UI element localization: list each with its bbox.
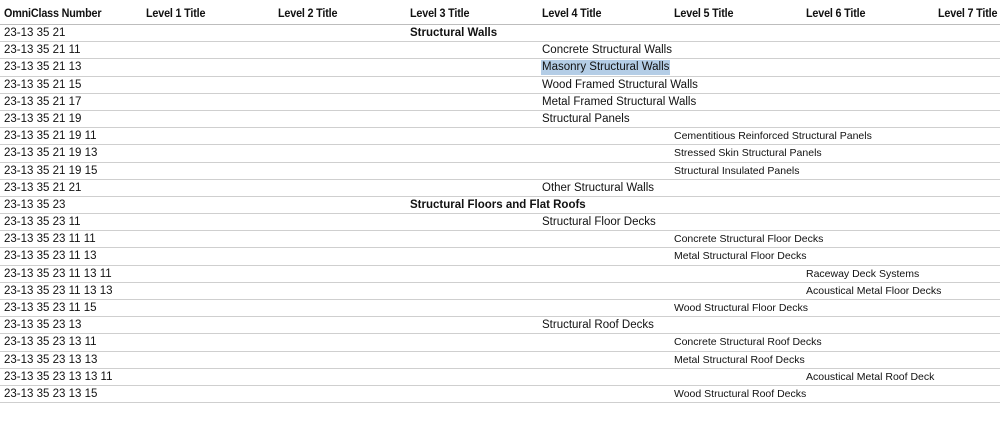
header-level-1-title[interactable]: Level 1 Title: [146, 6, 206, 20]
omniclass-number-cell[interactable]: 23-13 35 21 21: [4, 181, 82, 194]
table-row[interactable]: [0, 111, 1000, 128]
table-row[interactable]: [0, 386, 1000, 403]
level-6-title-cell[interactable]: Raceway Deck Systems: [806, 267, 920, 280]
level-4-title-cell[interactable]: Wood Framed Structural Walls: [542, 78, 698, 91]
level-4-title-cell[interactable]: Structural Panels: [542, 112, 630, 125]
level-4-title-cell[interactable]: Concrete Structural Walls: [542, 44, 672, 57]
omniclass-number-cell[interactable]: 23-13 35 21 15: [4, 78, 82, 91]
header-omniclass-number[interactable]: OmniClass Number: [4, 6, 102, 20]
level-5-title-cell[interactable]: Stressed Skin Structural Panels: [674, 147, 822, 160]
level-5-title-cell[interactable]: Concrete Structural Floor Decks: [674, 233, 824, 246]
header-level-6-title[interactable]: Level 6 Title: [806, 6, 866, 20]
table-row[interactable]: [0, 248, 1000, 265]
table-body: [0, 25, 1000, 403]
table-row[interactable]: [0, 283, 1000, 300]
table-row[interactable]: [0, 352, 1000, 369]
header-level-5-title[interactable]: Level 5 Title: [674, 6, 734, 20]
omniclass-number-cell[interactable]: 23-13 35 21 19 13: [4, 147, 98, 160]
table-row[interactable]: [0, 25, 1000, 42]
table-header: [0, 0, 1000, 25]
level-5-title-cell[interactable]: Structural Insulated Panels: [674, 164, 800, 177]
table-row[interactable]: [0, 369, 1000, 386]
omniclass-number-cell[interactable]: 23-13 35 23 11 13 13: [4, 284, 113, 297]
table-row[interactable]: [0, 197, 1000, 214]
omniclass-number-cell[interactable]: 23-13 35 23 11: [4, 216, 81, 229]
level-3-title-cell[interactable]: Structural Walls: [410, 27, 498, 39]
omniclass-number-cell[interactable]: 23-13 35 23 11 13: [4, 250, 97, 263]
level-4-title-cell[interactable]: Other Structural Walls: [542, 181, 655, 194]
omniclass-number-cell[interactable]: 23-13 35 21: [4, 27, 66, 39]
level-4-title-cell[interactable]: Structural Roof Decks: [542, 319, 654, 332]
level-5-title-cell[interactable]: Wood Structural Roof Decks: [674, 387, 807, 400]
table-row[interactable]: [0, 77, 1000, 94]
table-row[interactable]: [0, 163, 1000, 180]
table-row[interactable]: [0, 59, 1000, 76]
table-row[interactable]: [0, 42, 1000, 59]
level-5-title-cell[interactable]: Wood Structural Floor Decks: [674, 302, 809, 314]
level-3-title-cell[interactable]: Structural Floors and Flat Roofs: [410, 198, 586, 211]
omniclass-number-cell[interactable]: 23-13 35 23 13 11: [4, 336, 97, 349]
level-4-title-cell[interactable]: Metal Framed Structural Walls: [542, 95, 697, 108]
level-4-title-cell[interactable]: Structural Floor Decks: [542, 216, 656, 229]
omniclass-number-cell[interactable]: 23-13 35 23 13 15: [4, 387, 98, 400]
omniclass-number-cell[interactable]: 23-13 35 23: [4, 198, 66, 211]
table-row[interactable]: [0, 94, 1000, 111]
omniclass-number-cell[interactable]: 23-13 35 23 13 13: [4, 353, 98, 366]
selected-title-cell[interactable]: Masonry Structural Walls: [542, 61, 670, 74]
level-5-title-cell[interactable]: Metal Structural Floor Decks: [674, 250, 807, 263]
table-row[interactable]: [0, 317, 1000, 334]
level-5-title-cell[interactable]: Metal Structural Roof Decks: [674, 353, 805, 366]
table-row[interactable]: [0, 128, 1000, 145]
omniclass-number-cell[interactable]: 23-13 35 21 11: [4, 44, 81, 57]
omniclass-number-cell[interactable]: 23-13 35 21 19 11: [4, 130, 97, 143]
level-5-title-cell[interactable]: Concrete Structural Roof Decks: [674, 336, 822, 349]
level-5-title-cell[interactable]: Cementitious Reinforced Structural Panels: [674, 130, 872, 143]
omniclass-number-cell[interactable]: 23-13 35 21 19 15: [4, 164, 98, 177]
header-level-7-title[interactable]: Level 7 Title: [938, 6, 998, 20]
header-level-2-title[interactable]: Level 2 Title: [278, 6, 338, 20]
omniclass-number-cell[interactable]: 23-13 35 21 19: [4, 112, 82, 125]
omniclass-number-cell[interactable]: 23-13 35 21 17: [4, 95, 82, 108]
omniclass-number-cell[interactable]: 23-13 35 23 11 11: [4, 233, 96, 246]
level-6-title-cell[interactable]: Acoustical Metal Roof Deck: [806, 370, 935, 383]
table-row[interactable]: [0, 334, 1000, 351]
table-row[interactable]: [0, 145, 1000, 162]
header-level-4-title[interactable]: Level 4 Title: [542, 6, 602, 20]
omniclass-number-cell[interactable]: 23-13 35 21 13: [4, 61, 82, 74]
table-row[interactable]: [0, 214, 1000, 231]
table-row[interactable]: [0, 231, 1000, 248]
omniclass-number-cell[interactable]: 23-13 35 23 13: [4, 319, 82, 332]
table-row[interactable]: [0, 300, 1000, 317]
table-row[interactable]: [0, 180, 1000, 197]
omniclass-number-cell[interactable]: 23-13 35 23 11 13 11: [4, 267, 112, 280]
level-6-title-cell[interactable]: Acoustical Metal Floor Decks: [806, 284, 942, 297]
header-level-3-title[interactable]: Level 3 Title: [410, 6, 470, 20]
omniclass-number-cell[interactable]: 23-13 35 23 11 15: [4, 302, 97, 314]
table-row[interactable]: [0, 266, 1000, 283]
omniclass-number-cell[interactable]: 23-13 35 23 13 13 11: [4, 370, 113, 383]
